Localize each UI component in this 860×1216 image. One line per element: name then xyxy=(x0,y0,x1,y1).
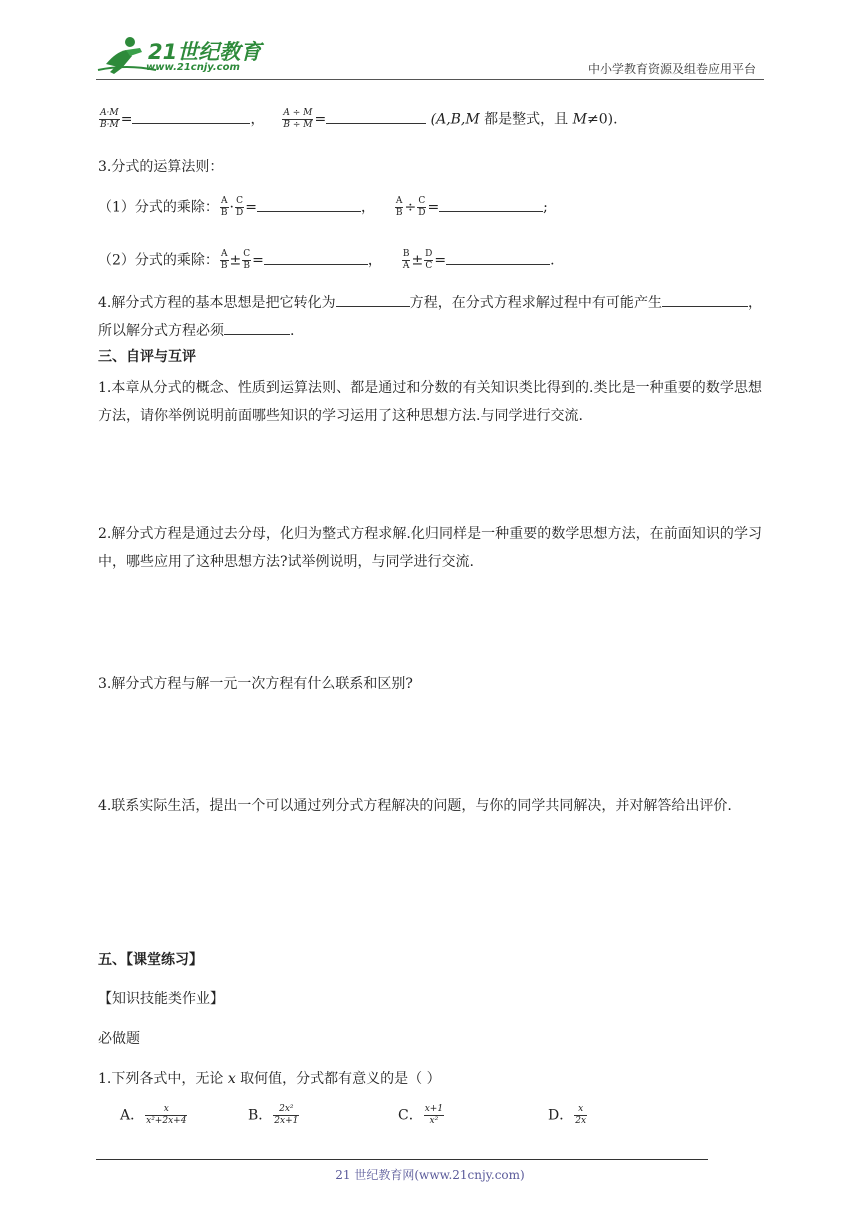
option-a[interactable]: A． $\frac{x}{\text{x²+2x+4}}$ xyxy=(120,1104,187,1126)
logo-main-text: 21世纪教育 xyxy=(148,40,262,64)
section-5-title: 五、【课堂练习】 xyxy=(98,952,203,968)
answer-blank xyxy=(264,252,368,265)
site-logo xyxy=(96,34,266,78)
footer-text: 21 世纪教育网(www.21cnjy.com) xyxy=(335,1168,525,1182)
section-5-subtitle: 【知识技能类作业】 xyxy=(98,991,224,1007)
footer-divider xyxy=(96,1159,708,1160)
answer-blank xyxy=(326,111,426,124)
answer-blank xyxy=(224,322,290,335)
answer-blank xyxy=(446,252,550,265)
rule-add-subtract: （2）分式的乘除： $\frac{A}{B}$ ± $\frac{C}{B}$ = ， $\frac{B}{A}$ ± $\frac{D}{C}$ = . xyxy=(98,249,555,271)
item-4-text: 4.解分式方程的基本思想是把它转化为 方程，在分式方程求解过程中有可能产生 ，所以解分式方程必须 . xyxy=(98,295,763,339)
section-3-question-3: 3.解分式方程与解一元一次方程有什么联系和区别? xyxy=(98,676,413,692)
section-3-question-4: 4.联系实际生活，提出一个可以通过列分式方程解决的问题，与你的同学共同解决，并对解答给出评价. xyxy=(98,798,732,814)
required-label: 必做题 xyxy=(98,1031,140,1047)
option-b[interactable]: B． $\frac{\text{2x²}}{2x+1}$ xyxy=(248,1104,299,1126)
fraction-adm-bdm: $\frac{A \div M}{B \div M}$ xyxy=(283,108,313,130)
fraction-property-line: $\frac{A\cdot M}{B\cdot M}$ = ， $\frac{A \div M}{B \div M}$ = (A,B,M 都是整式，且 M≠0). xyxy=(100,108,618,130)
answer-blank xyxy=(439,199,543,212)
section-3-title: 三、自评与互评 xyxy=(98,349,196,365)
section-3-question-2: 2.解分式方程是通过去分母，化归为整式方程求解.化归同样是一种重要的数学思想方法，在前面知识的学习中，哪些应用了这种思想方法?试举例说明，与同学进行交流. xyxy=(98,526,762,570)
answer-blank xyxy=(257,199,361,212)
answer-blank xyxy=(662,294,748,307)
option-d[interactable]: D． $\frac{x}{2x}$ xyxy=(548,1104,587,1126)
answer-blank xyxy=(336,294,410,307)
header-platform-text: 中小学教育资源及组卷应用平台 xyxy=(587,62,756,76)
logo-sub-text: www.21cnjy.com xyxy=(146,62,240,73)
rule-multiply-divide: （1）分式的乘除： $\frac{A}{B}$ · $\frac{C}{D}$ = ， $\frac{A}{B}$ ÷ $\frac{C}{D}$ = ; xyxy=(98,196,548,218)
exercise-question-1: 1.下列各式中，无论 x 取何值，分式都有意义的是（ ） xyxy=(98,1071,441,1087)
fraction-am-bm: $\frac{A\cdot M}{B\cdot M}$ xyxy=(100,108,119,130)
option-c[interactable]: C． $\frac{x+1}{\text{x²}}$ xyxy=(398,1104,444,1126)
header-divider xyxy=(96,79,764,80)
answer-blank xyxy=(132,111,250,124)
section-3-question-1: 1.本章从分式的概念、性质到运算法则、都是通过和分数的有关知识类比得到的.类比是一种重要的数学思想方法，请你举例说明前面哪些知识的学习运用了这种思想方法.与同学进行交流. xyxy=(98,380,762,424)
rules-title: 3.分式的运算法则： xyxy=(98,159,224,175)
